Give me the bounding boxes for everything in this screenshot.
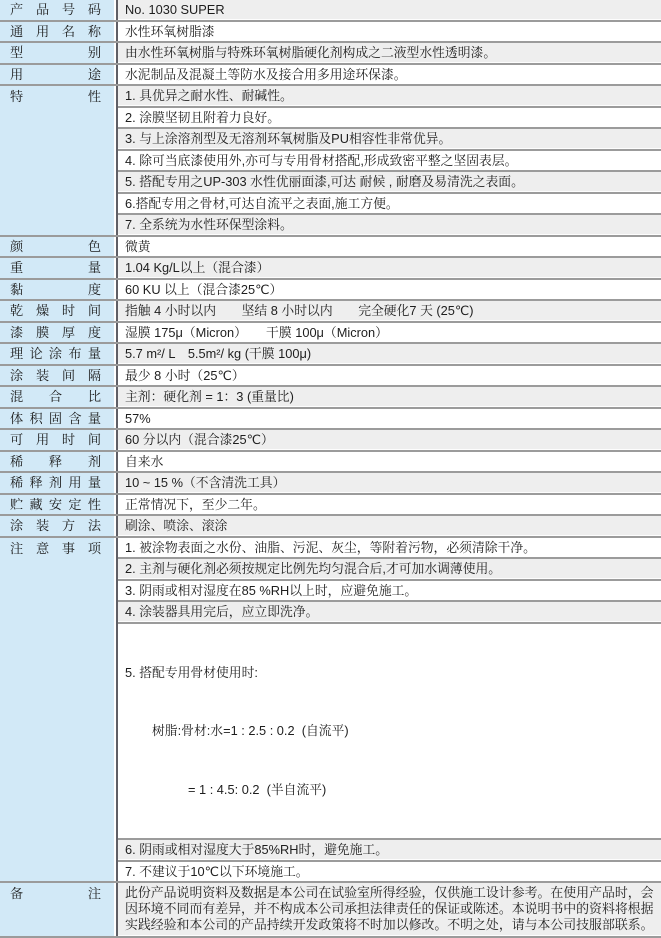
field-label: 颜 色 <box>10 238 101 254</box>
precaution-item: 4. 涂装器具用完后，应立即洗净。 <box>118 602 661 624</box>
field-label: 涂 装 间 隔 <box>10 367 101 383</box>
remarks-text: 此份产品说明资料及数据是本公司在试验室所得经验，仅供施工设计参考。在使用产品时，会因环境不同而有差异，并不构成本公司承担法律责任的保证或陈述。本说明书中的资料将根据实践经验和本公司的产品持续开发政策将不时加以修改。不明之处，请与本公司技服部联系。 <box>118 883 661 936</box>
field-label-cell <box>0 409 116 429</box>
field-label: 稀 释 剂 <box>10 453 101 469</box>
row-coverage <box>0 344 661 366</box>
field-label: 重 量 <box>10 260 101 275</box>
field-label: 黏 度 <box>10 281 101 297</box>
field-label-cell <box>0 43 116 63</box>
field-value: 水性环氧树脂漆 <box>118 22 661 42</box>
row-application-method <box>0 516 661 538</box>
precaution-item: 2. 主剂与硬化剂必须按规定比例先均匀混合后,才可加水调薄使用。 <box>118 559 661 581</box>
field-label: 型 别 <box>10 45 101 60</box>
field-label: 特 性 <box>10 89 101 104</box>
field-label-cell <box>0 452 116 472</box>
row-type <box>0 43 661 65</box>
field-label: 稀 释 剂 用 量 <box>10 475 101 490</box>
row-features <box>0 86 661 237</box>
precaution-item: 7. 不建议于10℃以下环境施工。 <box>118 862 661 882</box>
field-value: 57% <box>118 409 661 429</box>
precaution-item: 6. 阴雨或相对湿度大于85%RH时，避免施工。 <box>118 840 661 862</box>
field-label: 理 论 涂 布 量 <box>10 346 101 361</box>
field-label: 体 积 固 含 量 <box>10 410 101 426</box>
field-label-cell <box>0 301 116 321</box>
field-value: 60 分以内（混合漆25℃） <box>118 430 661 450</box>
field-value: 自来水 <box>118 452 661 472</box>
field-value: 5.7 m²/ L 5.5m²/ kg (干膜 100μ) <box>118 344 661 364</box>
row-product-code <box>0 0 661 22</box>
row-weight <box>0 258 661 280</box>
precaution-item: 1. 被涂物表面之水份、油脂、污泥、灰尘，等附着污物，必须清除干净。 <box>118 538 661 560</box>
field-label-cell <box>0 280 116 300</box>
row-mixing-ratio <box>0 387 661 409</box>
field-label-cell <box>0 516 116 536</box>
feature-item: 4. 除可当底漆使用外,亦可与专用骨材搭配,形成致密平整之坚固表层。 <box>118 151 661 173</box>
field-label: 备 注 <box>10 886 101 901</box>
field-label: 混 合 比 <box>10 389 101 404</box>
field-value: 微黄 <box>118 237 661 257</box>
field-value: 主剂：硬化剂 = 1：3 (重量比) <box>118 387 661 407</box>
field-value: 正常情况下，至少二年。 <box>118 495 661 515</box>
field-value: No. 1030 SUPER <box>118 0 661 20</box>
row-recoat-interval <box>0 366 661 388</box>
field-value: 湿膜 175μ（Micron） 干膜 100μ（Micron） <box>118 323 661 343</box>
row-generic-name <box>0 22 661 44</box>
field-label: 注 意 事 项 <box>10 540 101 556</box>
precaution-line: 5. 搭配专用骨材使用时: <box>125 664 258 680</box>
row-precautions <box>0 538 661 884</box>
field-label: 用 途 <box>10 66 101 82</box>
field-label-cell <box>0 430 116 450</box>
field-label-cell <box>0 86 116 235</box>
field-value: 指触 4 小时以内 坚结 8 小时以内 完全硬化7 天 (25℃) <box>118 301 661 321</box>
field-value: 1.04 Kg/L以上（混合漆） <box>118 258 661 278</box>
field-value: 10 ~ 15 %（不含清洗工具） <box>118 473 661 493</box>
field-label-cell <box>0 344 116 364</box>
field-label: 漆 膜 厚 度 <box>10 324 101 340</box>
field-label-cell <box>0 237 116 257</box>
row-viscosity <box>0 280 661 302</box>
field-label-cell <box>0 258 116 278</box>
row-pot-life <box>0 430 661 452</box>
row-drying-time <box>0 301 661 323</box>
field-value: 最少 8 小时（25℃） <box>118 366 661 386</box>
field-label-cell <box>0 22 116 42</box>
feature-item: 3. 与上涂溶剂型及无溶剂环氧树脂及PU相容性非常优异。 <box>118 129 661 151</box>
feature-item: 1. 具优异之耐水性、耐碱性。 <box>118 86 661 108</box>
precaution-item: 3. 阴雨或相对湿度在85 %RH以上时，应避免施工。 <box>118 581 661 603</box>
feature-item: 2. 涂膜坚韧且附着力良好。 <box>118 108 661 130</box>
field-label-cell <box>0 387 116 407</box>
field-label-cell <box>0 366 116 386</box>
field-label: 产 品 号 码 <box>10 2 101 17</box>
field-value: 水泥制品及混凝土等防水及接合用多用途环保漆。 <box>118 65 661 85</box>
row-thinner <box>0 452 661 474</box>
row-solids-by-volume <box>0 409 661 431</box>
feature-item: 5. 搭配专用之UP-303 水性优丽面漆,可达 耐候 , 耐磨及易清洗之表面。 <box>118 172 661 194</box>
row-shelf-life <box>0 495 661 517</box>
field-label-cell <box>0 323 116 343</box>
field-value: 由水性环氧树脂与特殊环氧树脂硬化剂构成之二液型水性透明漆。 <box>118 43 661 63</box>
field-label-cell <box>0 883 116 936</box>
field-label: 乾 燥 时 间 <box>10 303 101 318</box>
row-thinner-amount <box>0 473 661 495</box>
precaution-line: = 1 : 4.5: 0.2 (半自流平) <box>188 781 327 797</box>
row-remarks <box>0 883 661 938</box>
field-label: 通 用 名 称 <box>10 23 101 39</box>
row-usage <box>0 65 661 87</box>
field-label-cell <box>0 0 116 20</box>
row-film-thickness <box>0 323 661 345</box>
feature-item: 6.搭配专用之骨材,可达自流平之表面,施工方便。 <box>118 194 661 216</box>
field-label-cell <box>0 538 116 882</box>
precaution-line: 树脂:骨材:水=1 : 2.5 : 0.2 (自流平) <box>152 723 349 738</box>
field-value: 刷涂、喷涂、滚涂 <box>118 516 661 536</box>
field-label-cell <box>0 65 116 85</box>
field-label-cell <box>0 495 116 515</box>
field-label: 涂 装 方 法 <box>10 518 101 533</box>
field-value: 60 KU 以上（混合漆25℃） <box>118 280 661 300</box>
field-label: 可 用 时 间 <box>10 432 101 447</box>
field-label: 贮 藏 安 定 性 <box>10 496 101 512</box>
row-color <box>0 237 661 259</box>
feature-item: 7. 全系统为水性环保型涂料。 <box>118 215 661 235</box>
precaution-item-multiline <box>118 624 661 841</box>
field-label-cell <box>0 473 116 493</box>
